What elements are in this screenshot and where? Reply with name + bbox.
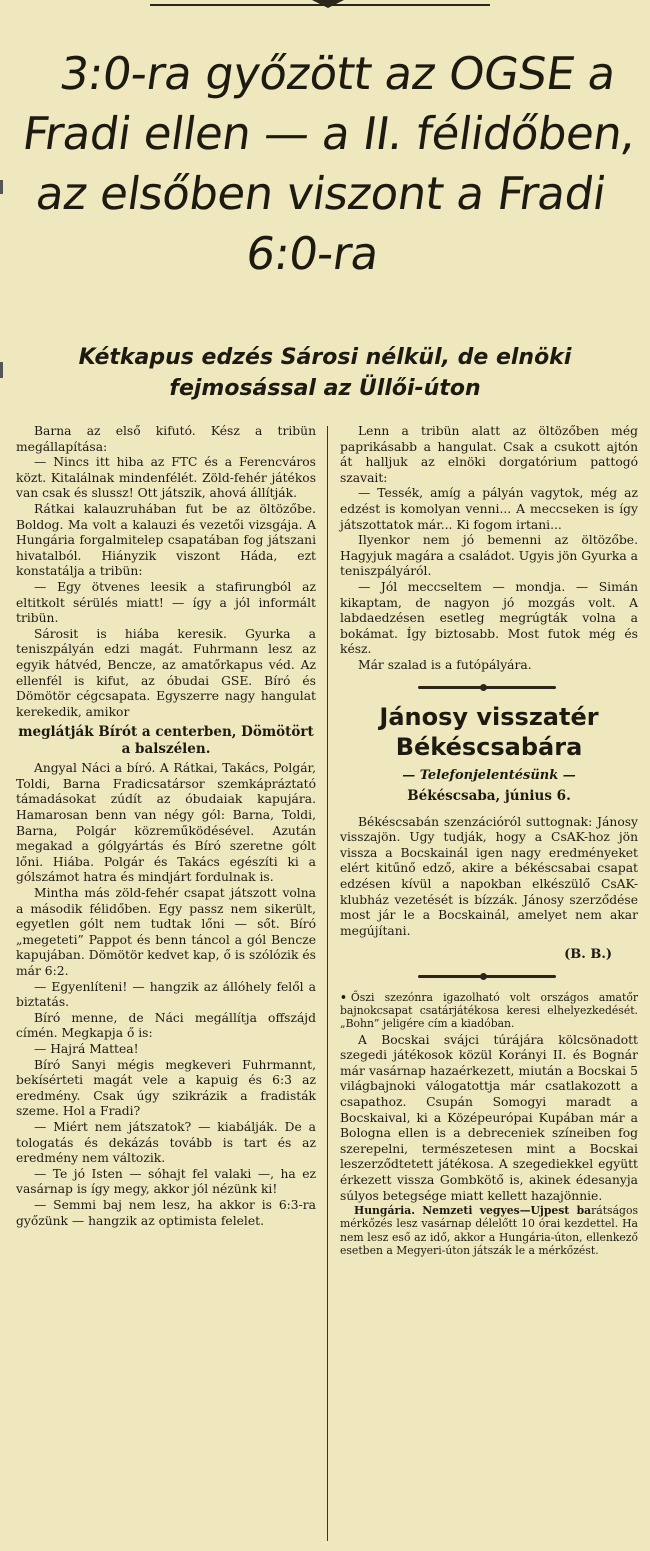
column-rule bbox=[327, 426, 328, 1541]
classified-ad-text: Őszi szezónra igazolható volt országos amatőr bajnokcsapat csatárjátékosa keresi elhelyezkedését. „Bohn” jeligére cím a kiadóban. bbox=[340, 991, 638, 1031]
article-paragraph: — Nincs itt hiba az FTC és a Ferencváros közt. Kitalálnak mindenfélét. Zöld-fehér játékos van csak és slussz! Ott játszik, ahová állítják. bbox=[16, 455, 316, 501]
article-paragraph: Bíró menne, de Náci megállítja offszájd címén. Megkapja ő is: bbox=[16, 1010, 316, 1041]
news-item-hungaria-lead: Hungária. Nemzeti vegyes—Ujpest ba bbox=[354, 1204, 592, 1218]
article2-byline: — Telefonjelentésünk — bbox=[402, 767, 576, 783]
article-subheading: meglátják Bírót a centerben, Dömötört a balszélen. bbox=[18, 724, 314, 758]
article-paragraph: — Semmi baj nem lesz, ha akkor is 6:3-ra győzünk — hangzik az optimista felelet. bbox=[16, 1197, 316, 1228]
article-paragraph: Rátkai kalauzruhában fut be az öltözőbe. Boldog. Ma volt a kalauzi és vezetői vizsgája. A Hungária forgalmitelep csapatában fog játszani hivatalból. Hiányzik viszont Háda, ezt konstatálja a tribün: bbox=[16, 501, 316, 579]
top-ornament-triangle bbox=[312, 0, 344, 8]
left-column bbox=[16, 424, 316, 1229]
article-paragraph: Bíró Sanyi mégis megkeveri Fuhrmannt, bekísérteti magát vele a kapuig és 6:3 az eredmény. Csak úgy szikrázik a fradisták szeme. Hol a Fradi? bbox=[16, 1057, 316, 1119]
article2-paragraph: Békéscsabán szenzációról suttognak: Jánosy visszajön. Ugy tudják, hogy a CsAK-hoz jön vissza a Bocskainál igen nagy eredményeket elért kitűnő edző, akire a békéscsabai csapat edzésen kívül a napokban elkészülő CsAK-klubház vezetését is bízzák. Jánosy szerződése most jár le a Bocskainál, amelyet nem akar megújítani. bbox=[340, 814, 638, 938]
article-paragraph: Mintha más zöld-fehér csapat játszott volna a második félidőben. Egy passz nem sikerült, egyetlen gólt nem tudtak lőni — sőt. Bíró „megeteti” Pappot és benn táncol a gól Bencze kapujában. Dömötör kedvet kap, ő is szólózik és már 6:2. bbox=[16, 886, 316, 978]
separator-dot bbox=[480, 684, 487, 691]
article-paragraph: Lenn a tribün alatt az öltözőben még paprikásabb a hangulat. Csak a csukott ajtón át halljuk az elnöki dorgatórium pattogó szavait: bbox=[340, 424, 638, 485]
article-paragraph: — Miért nem játszatok? — kiabálják. De a tologatás és dekázás tovább is tart és az eredmény nem változik. bbox=[16, 1119, 316, 1166]
top-ornament bbox=[150, 0, 490, 8]
section-separator bbox=[340, 971, 638, 981]
article-paragraph: — Tessék, amíg a pályán vagytok, még az edzést is komolyan venni... A meccseken is így játszottatok már... Ki fogom irtani... bbox=[340, 486, 638, 532]
article-paragraph: Már szalad is a futópályára. bbox=[358, 657, 532, 672]
article-paragraph: — Jól meccseltem — mondja. — Simán kikaptam, de nagyon jó mozgás volt. A labdaedzésen esetleg megrúgták volna a bokámat. Így biztosabb. Most futok még és kész. bbox=[340, 579, 638, 657]
article-paragraph: Ilyenkor nem jó bemenni az öltözőbe. Hagyjuk magára a családot. Ugyis jön Gyurka a teniszpályáról. bbox=[340, 533, 638, 579]
right-column bbox=[340, 424, 638, 1257]
news-item-hungaria-text: rátságos mérkőzés lesz vasárnap délelőtt 10 órai kezdettel. Ha nem lesz eső az idő, akkor a Hungária-úton, ellenkező esetben a Megyeri-úton játszák le a mérkőzést. bbox=[340, 1204, 638, 1257]
article2-title: Jánosy visszatér Békéscsabára bbox=[379, 702, 599, 761]
article-paragraph: — Egy ötvenes leesik a stafirungból az eltitkolt sérülés miatt! — így a jól informált tribün. bbox=[16, 579, 316, 626]
article-paragraph: — Te jó Isten — sóhajt fel valaki —, ha ez vasárnap is így megy, akkor jól nézünk ki! bbox=[16, 1166, 316, 1197]
separator-bar bbox=[418, 975, 556, 978]
article2-signature: (B. B.) bbox=[564, 947, 612, 963]
section-separator bbox=[340, 682, 638, 692]
article-paragraph: — Egyenlíteni! — hangzik az állóhely felől a biztatás. bbox=[16, 979, 316, 1010]
separator-dot bbox=[480, 973, 487, 980]
bullet-icon: • bbox=[340, 991, 347, 1005]
news-item-hungaria bbox=[340, 1204, 638, 1257]
article-paragraph: Angyal Náci a bíró. A Rátkai, Takács, Polgár, Toldi, Barna Fradicsatársor szemkápráztató támadásokat zúdít az óbudaiak kapujára. Hamarosan benn van négy gól: Barna, Toldi, Barna, Polgár közreműködésével. Azután megakad a gólgyártás és Bíró szeretne gólt lőni. Hiába. Polgár és Takács egészíti ki a gólszámot hatra és mindjárt fordulnak is. bbox=[16, 761, 316, 885]
edge-mark bbox=[0, 180, 3, 194]
subheadline: Kétkapus edzés Sárosi nélkül, de elnöki fejmosással az Üllői-úton bbox=[78, 345, 572, 401]
article-paragraph: — Hajrá Mattea! bbox=[34, 1041, 139, 1056]
article-paragraph: Barna az első kifutó. Kész a tribün megállapítása: bbox=[16, 424, 316, 454]
edge-mark bbox=[0, 362, 3, 378]
article-paragraph: Sárosit is hiába keresik. Gyurka a teniszpályán edzi magát. Fuhrmann lesz az egyik hátvéd, Bencze, az amatőrkapus véd. Az ellenfél is kifut, az óbudai GSE. Bíró és Dömötör cégcsapata. Egyszerre nagy hangulat kerekedik, amikor bbox=[16, 626, 316, 719]
article2-dateline: Békéscsaba, június 6. bbox=[407, 788, 571, 805]
separator-bar bbox=[418, 686, 556, 689]
classified-ad bbox=[340, 991, 638, 1031]
news-item-bocskai: A Bocskai svájci túrájára kölcsönadott szegedi játékosok közül Korányi II. és Bognár már vasárnap hazaérkezett, miután a Bocskai 5 világbajnoki válogatottja már csatlakozott a csapathoz. Csupán Somogyi maradt a Bocskaival, ki a Középeurópai Kupában már a Bologna ellen is a debreceniek színeiben fog szerepelni, természetesen mint a Bocskai leszerződtetett játékosa. A szegediekkel együtt érkezett vissza Gombkötő is, akinek édesanyja súlyos betegsége miatt kellett hazajönnie. bbox=[340, 1032, 638, 1203]
headline: 3:0-ra győzött az OGSE a Fradi ellen — a II. félidőben, az elsőben viszont a Fradi 6:0-ra bbox=[19, 47, 640, 280]
